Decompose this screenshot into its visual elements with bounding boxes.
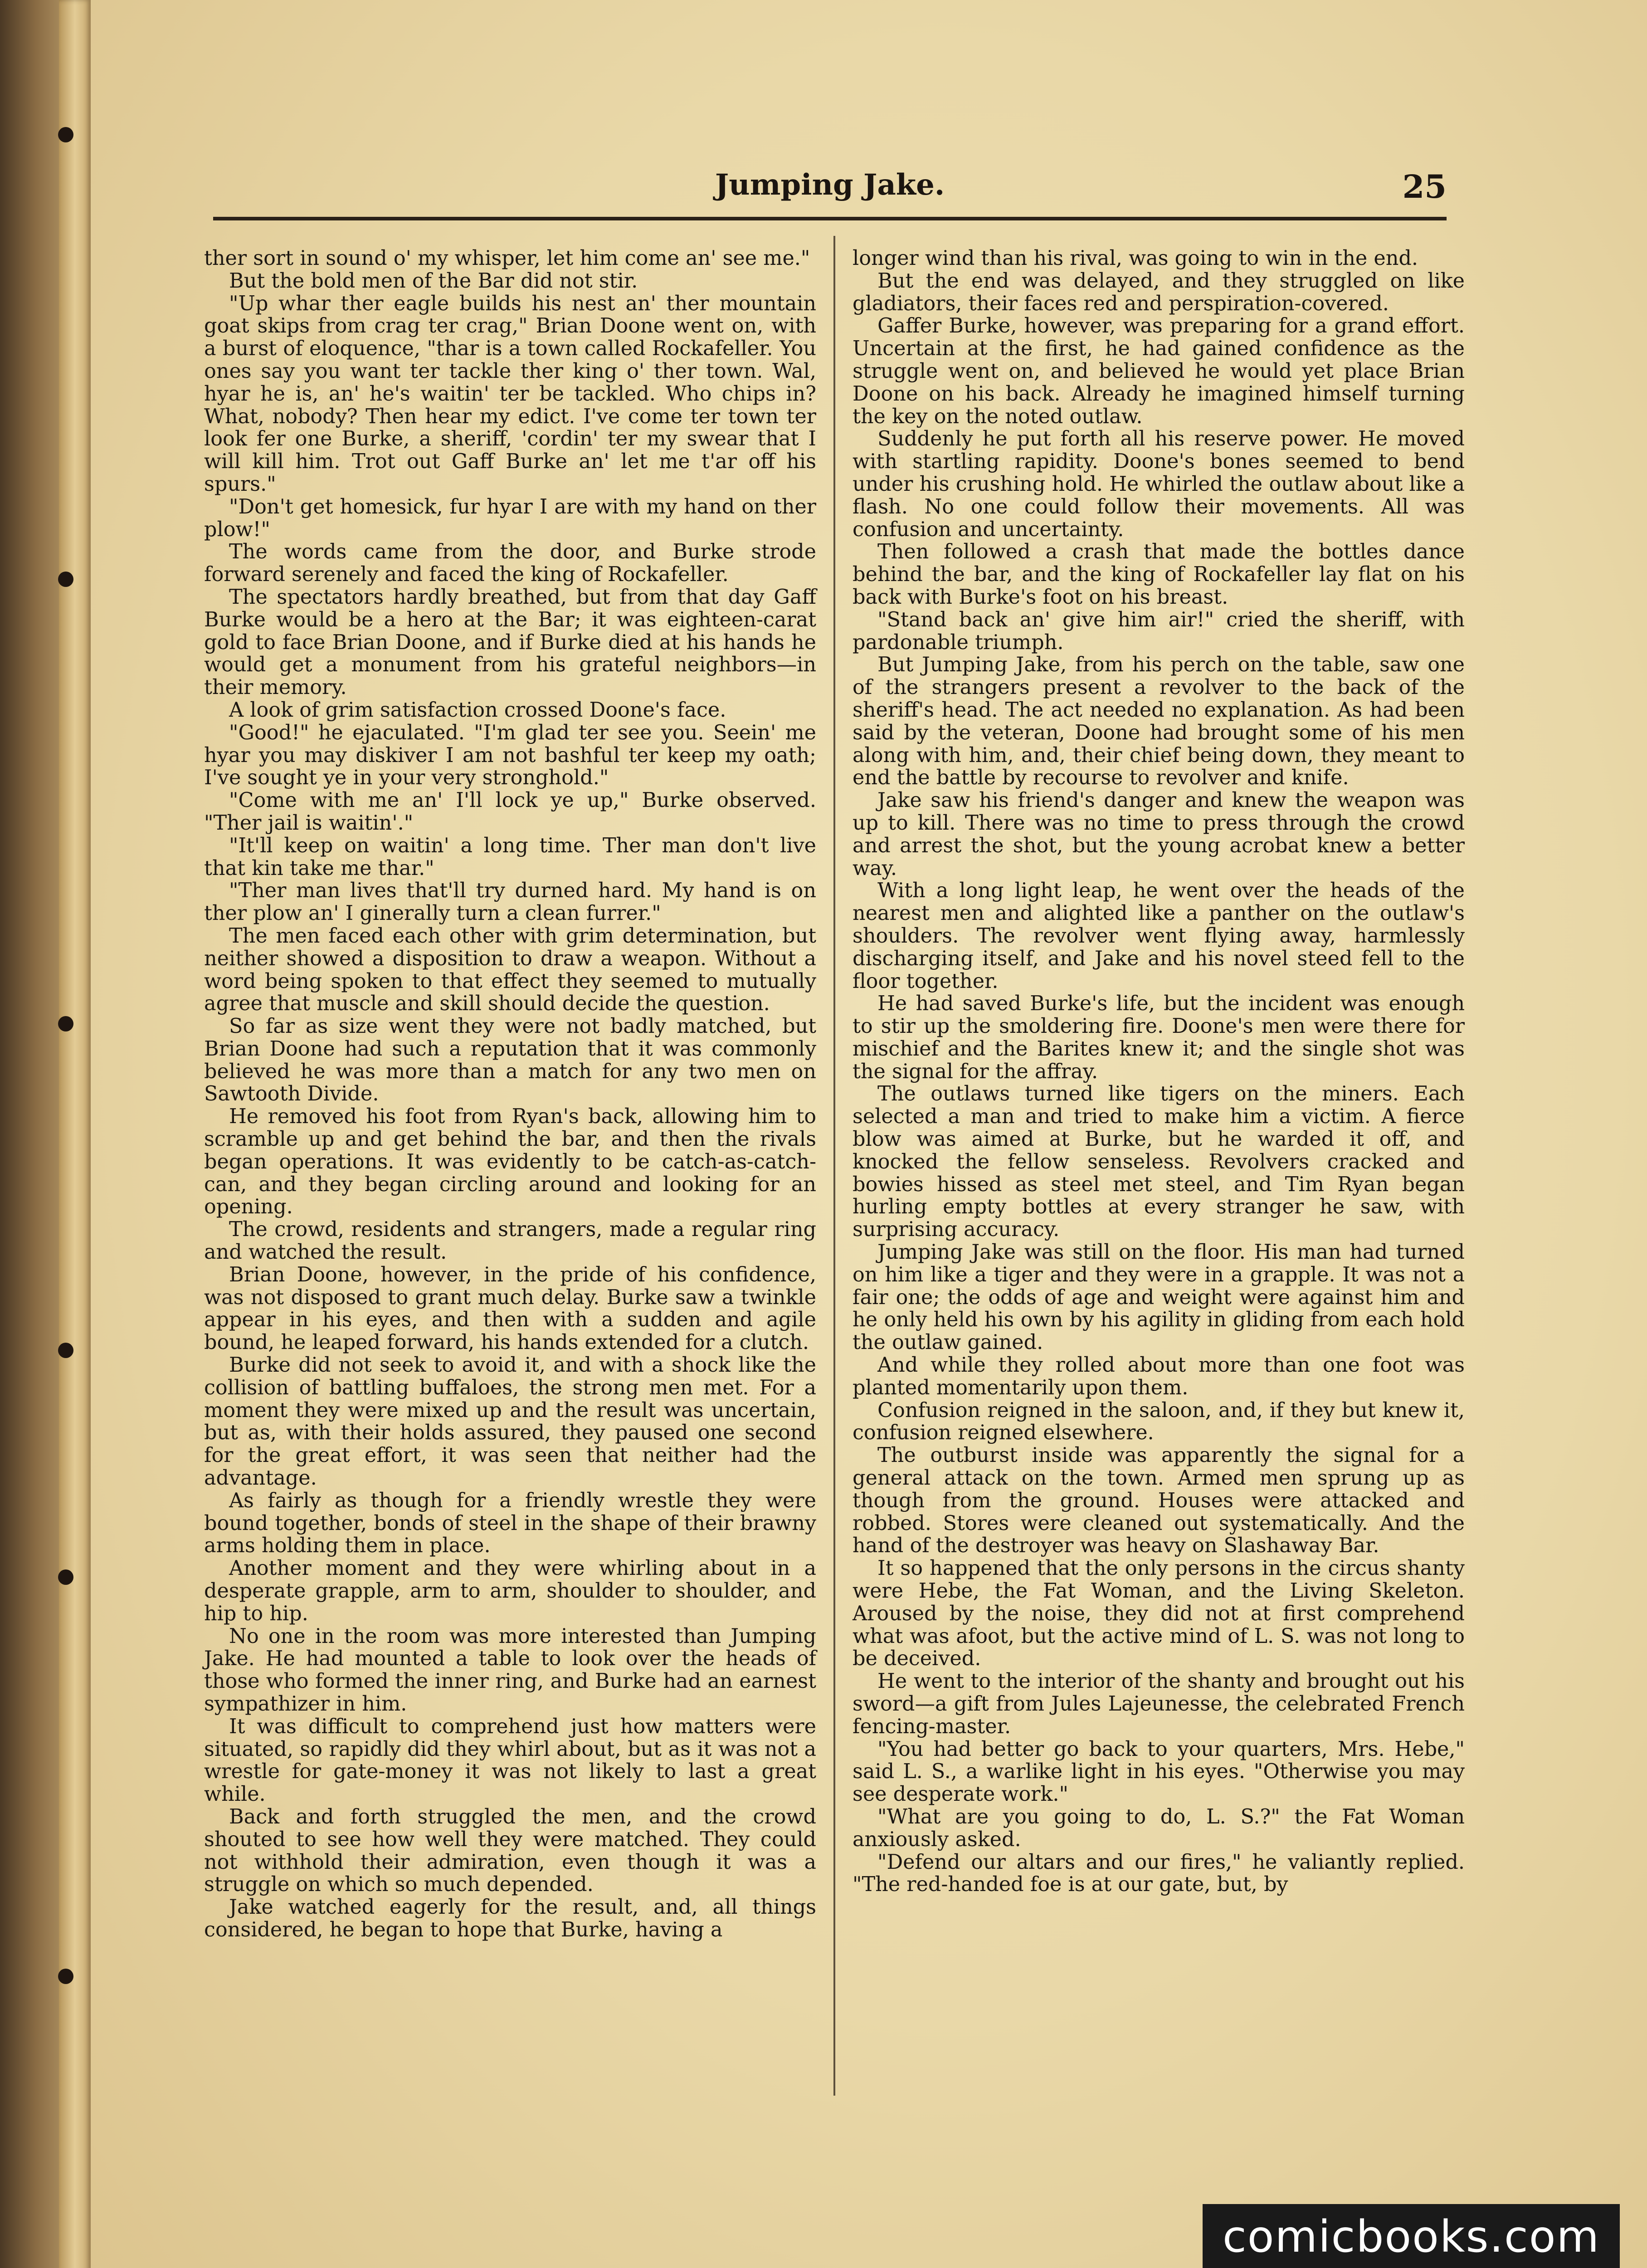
- paragraph: But Jumping Jake, from his perch on the table, saw one of the strangers present a revolver to the back of the sheriff's head. The act needed no explanation. As had been said by the veteran, Doone had brought some of his men along with him, and, their chief being down, they meant to end the battle by recourse to revolver and knife.: [853, 653, 1465, 790]
- paragraph: It was difficult to comprehend just how matters were situated, so rapidly did they whirl about, but as it was not a wrestle for gate-money it was not likely to last a great while.: [204, 1715, 816, 1806]
- paragraph: A look of grim satisfaction crossed Doone's face.: [229, 698, 726, 722]
- stitch-hole-icon: [58, 1569, 73, 1585]
- page-number: 25: [1402, 168, 1447, 205]
- paragraph: With a long light leap, he went over the heads of the nearest men and alighted like a panther on the outlaw's shoulders. The revolver went flying away, harmlessly discharging itself, and Jake and his novel steed fell to the floor together.: [853, 879, 1465, 993]
- paragraph: "It'll keep on waitin' a long time. Ther man don't live that kin take me thar.": [204, 834, 816, 880]
- running-title: Jumping Jake.: [715, 168, 945, 202]
- paragraph: Burke did not seek to avoid it, and with a shock like the collision of battling buffaloes, the strong men met. For a moment they were mixed up and the result was uncertain, but as, with their holds assured, they paused one second for the great effort, it was seen that neither had the advantage.: [204, 1354, 816, 1490]
- stitch-hole-icon: [58, 1343, 73, 1358]
- column-divider: [833, 236, 835, 2096]
- paragraph: "What are you going to do, L. S.?" the Fat Woman anxiously asked.: [853, 1805, 1465, 1851]
- paragraph: The men faced each other with grim determination, but neither showed a disposition to draw a weapon. Without a word being spoken to that effect they seemed to mutually agree that muscle and skill should decide the question.: [204, 924, 816, 1016]
- paragraph: The words came from the door, and Burke strode forward serenely and faced the king of Rockafeller.: [204, 540, 816, 587]
- paragraph: Then followed a crash that made the bottles dance behind the bar, and the king of Rockafeller lay flat on his back with Burke's foot on his breast.: [853, 540, 1465, 609]
- paragraph: Jake watched eagerly for the result, and, all things considered, he began to hope that Burke, having a: [204, 1896, 816, 1941]
- stitch-hole-icon: [58, 127, 73, 142]
- paragraph: The outlaws turned like tigers on the miners. Each selected a man and tried to make him a victim. A fierce blow was aimed at Burke, but he warded it off, and knocked the fellow senseless. Revolvers cracked and bowies hissed as steel met steel, and Tim Ryan began hurling empty bottles at every stranger he saw, with surprising accuracy.: [853, 1082, 1465, 1242]
- site-watermark: comicbooks.com: [1203, 2204, 1620, 2268]
- paragraph: So far as size went they were not badly matched, but Brian Doone had such a reputation that it was commonly believed he was more than a match for any two men on Sawtooth Divide.: [204, 1015, 816, 1106]
- header-rule: [213, 217, 1447, 220]
- paragraph: "Stand back an' give him air!" cried the sheriff, with pardonable triumph.: [853, 608, 1465, 654]
- paragraph: longer wind than his rival, was going to win in the end.: [853, 247, 1418, 270]
- stitch-hole-icon: [58, 572, 73, 587]
- left-column: [204, 247, 816, 1941]
- paragraph: "Up whar ther eagle builds his nest an' ther mountain goat skips from crag ter crag," Brian Doone went on, with a burst of eloquence, "thar is a town called Rockafeller. You ones say you want ter tackle ther king o' ther town. Wal, hyar he is, an' he's waitin' ter be tackled. Who chips in? What, nobody? Then hear my edict. I've come ter town ter look fer one Burke, a sheriff, 'cordin' ter my swear that I will kill him. Trot out Gaff Burke an' let me t'ar off his spurs.": [204, 292, 816, 496]
- paragraph: Confusion reigned in the saloon, and, if they but knew it, confusion reigned elsewhere.: [853, 1398, 1465, 1445]
- paragraph: The crowd, residents and strangers, made a regular ring and watched the result.: [204, 1218, 816, 1264]
- paragraph: Another moment and they were whirling about in a desperate grapple, arm to arm, shoulder to shoulder, and hip to hip.: [204, 1557, 816, 1625]
- paragraph: Jumping Jake was still on the floor. His man had turned on him like a tiger and they were in a grapple. It was not a fair one; the odds of age and weight were against him and he only held his own by his agility in gliding from each hold the outlaw gained.: [853, 1241, 1465, 1354]
- paragraph: The spectators hardly breathed, but from that day Gaff Burke would be a hero at the Bar; it was eighteen-carat gold to face Brian Doone, and if Burke died at his hands he would get a monument from his grateful neighbors—in their memory.: [204, 585, 816, 699]
- stitch-hole-icon: [58, 1969, 73, 1984]
- paragraph: Brian Doone, however, in the pride of his confidence, was not disposed to grant much delay. Burke saw a twinkle appear in his eyes, and then with a sudden and agile bound, he leaped forward, his hands extended for a clutch.: [204, 1263, 816, 1354]
- paragraph: But the end was delayed, and they struggled on like gladiators, their faces red and perspiration-covered.: [853, 269, 1465, 315]
- paragraph: He had saved Burke's life, but the incident was enough to stir up the smoldering fire. Doone's men were there for mischief and the Barites knew it; and the single shot was the signal for the affray.: [853, 992, 1465, 1083]
- paragraph: But the bold men of the Bar did not stir.: [229, 269, 638, 293]
- paragraph: Back and forth struggled the men, and the crowd shouted to see how well they were matched. They could not withhold their admiration, even though it was a struggle on which so much depended.: [204, 1805, 816, 1897]
- right-column: [853, 247, 1465, 1896]
- paragraph: ther sort in sound o' my whisper, let him come an' see me.": [204, 247, 810, 270]
- stitch-hole-icon: [58, 1016, 73, 1031]
- paragraph: "Don't get homesick, fur hyar I are with my hand on ther plow!": [204, 495, 816, 541]
- paragraph: As fairly as though for a friendly wrestle they were bound together, bonds of steel in the shape of their brawny arms holding them in place.: [204, 1489, 816, 1558]
- paragraph: No one in the room was more interested than Jumping Jake. He had mounted a table to look over the heads of those who formed the inner ring, and Burke had an earnest sympathizer in him.: [204, 1624, 816, 1716]
- paragraph: Suddenly he put forth all his reserve power. He moved with startling rapidity. Doone's bones seemed to bend under his crushing hold. He whirled the outlaw about like a flash. No one could follow their movements. All was confusion and uncertainty.: [853, 427, 1465, 541]
- paragraph: He removed his foot from Ryan's back, allowing him to scramble up and get behind the bar, and then the rivals began operations. It was evidently to be catch-as-catch-can, and they began circling around and looking for an opening.: [204, 1105, 816, 1219]
- paragraph: "Come with me an' I'll lock ye up," Burke observed. "Ther jail is waitin'.": [204, 789, 816, 835]
- paragraph: "Defend our altars and our fires," he valiantly replied. "The red-handed foe is at our gate, but, by: [853, 1850, 1465, 1897]
- paragraph: "Good!" he ejaculated. "I'm glad ter see you. Seein' me hyar you may diskiver I am not bashful ter keep my oath; I've sought ye in your very stronghold.": [204, 721, 816, 790]
- page-header: [213, 168, 1447, 213]
- paragraph: "Ther man lives that'll try durned hard. My hand is on ther plow an' I ginerally turn a clean furrer.": [204, 879, 816, 925]
- paragraph: Gaffer Burke, however, was preparing for a grand effort. Uncertain at the first, he had gained confidence as the struggle went on, and believed he would yet place Brian Doone on his back. Already he imagined himself turning the key on the noted outlaw.: [853, 314, 1465, 428]
- paragraph: He went to the interior of the shanty and brought out his sword—a gift from Jules Lajeunesse, the celebrated French fencing-master.: [853, 1670, 1465, 1738]
- paragraph: Jake saw his friend's danger and knew the weapon was up to kill. There was no time to press through the crowd and arrest the shot, but the young acrobat knew a better way.: [853, 789, 1465, 880]
- paragraph: It so happened that the only persons in the circus shanty were Hebe, the Fat Woman, and the Living Skeleton. Aroused by the noise, they did not at first comprehend what was afoot, but the active mind of L. S. was not long to be deceived.: [853, 1557, 1465, 1671]
- binding-spine: [59, 0, 91, 2268]
- paragraph: The outburst inside was apparently the signal for a general attack on the town. Armed men sprung up as though from the ground. Houses were attacked and robbed. Stores were cleaned out systematically. And the hand of the destroyer was heavy on Slashaway Bar.: [853, 1444, 1465, 1558]
- paragraph: And while they rolled about more than one foot was planted momentarily upon them.: [853, 1354, 1465, 1399]
- paragraph: "You had better go back to your quarters, Mrs. Hebe," said L. S., a warlike light in his eyes. "Otherwise you may see desperate work.": [853, 1737, 1465, 1806]
